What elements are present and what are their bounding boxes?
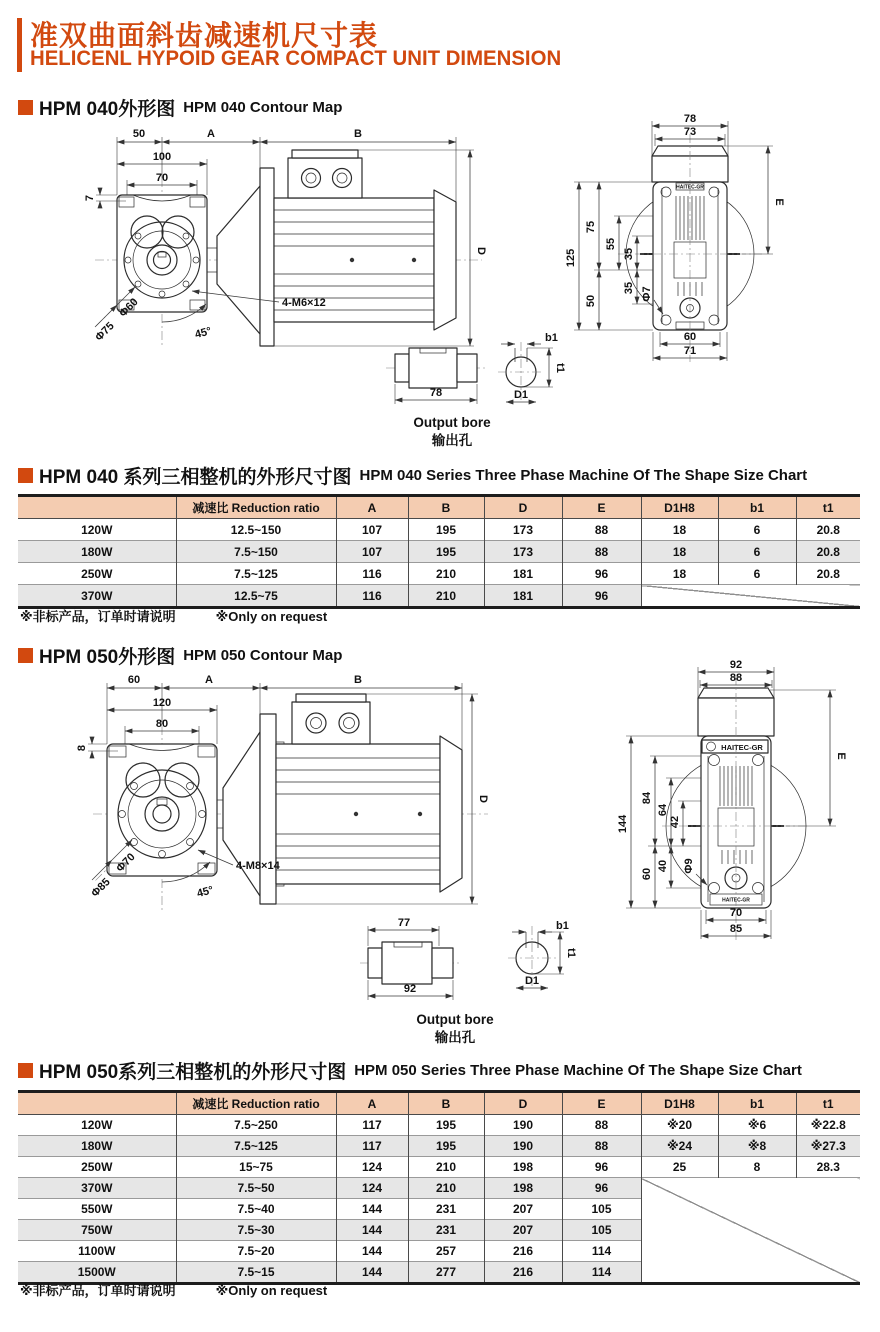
dim-label: 84: [641, 791, 653, 805]
dim-label: Φ9: [683, 858, 695, 874]
dim-label: 85: [729, 923, 743, 935]
table-cell: 195: [408, 1115, 484, 1136]
table-cell: 173: [484, 541, 562, 563]
table-cell: 7.5~125: [176, 563, 336, 585]
page-title-en: HELICENL HYPOID GEAR COMPACT UNIT DIMENSION: [30, 47, 562, 70]
table-cell: 7.5~15: [176, 1262, 336, 1284]
dim-label: 88: [729, 672, 743, 684]
dim-label: A: [205, 674, 213, 686]
table-cell: 124: [336, 1178, 408, 1199]
dim-label: 92: [729, 659, 743, 671]
dim-label: 42: [669, 815, 681, 829]
table-cell: 117: [336, 1115, 408, 1136]
table-cell: 144: [336, 1262, 408, 1284]
dim-label: D: [477, 795, 489, 803]
dim-label: D: [475, 247, 487, 255]
table-cell: 210: [408, 1157, 484, 1178]
table-cell: 173: [484, 519, 562, 541]
dim-label: b1: [545, 332, 558, 344]
hpm050-side-view: [217, 694, 462, 904]
table-cell: 25: [641, 1157, 718, 1178]
table-cell: 7.5~20: [176, 1241, 336, 1262]
dimension-table: [18, 494, 860, 609]
table-cell: 18: [641, 541, 718, 563]
hpm040-output-bore: [386, 332, 566, 448]
table-cell: 250W: [18, 563, 176, 585]
hpm040-rear-view: [618, 134, 762, 362]
column-header: 减速比 Reduction ratio: [176, 1092, 336, 1115]
table-cell: 116: [336, 563, 408, 585]
bolt-callout: 4-M6×12: [282, 297, 326, 309]
hpm050-rear-view: [662, 676, 810, 942]
dim-label: 125: [565, 248, 577, 268]
footnote-zh: ※非标产品，订单时请说明: [20, 609, 176, 624]
table-cell: 180W: [18, 541, 176, 563]
table-cell: 114: [562, 1262, 641, 1284]
dim-label: A: [207, 128, 215, 140]
table-cell: 277: [408, 1262, 484, 1284]
table-cell: 216: [484, 1262, 562, 1284]
not-available-region: [641, 1178, 860, 1284]
table-row: [18, 1115, 860, 1136]
table-cell: ※22.8: [796, 1115, 860, 1136]
dim-label: 80: [155, 718, 169, 730]
title-accent-bar: [17, 18, 22, 72]
table-cell: ※24: [641, 1136, 718, 1157]
dimension-table: [18, 1090, 860, 1285]
dim-label: 35: [623, 247, 635, 261]
table-header-row: [18, 1092, 860, 1115]
hpm050-contour-drawing: [0, 658, 880, 1056]
table-cell: 750W: [18, 1220, 176, 1241]
dim-label: 144: [617, 814, 629, 834]
column-header: D1H8: [641, 1092, 718, 1115]
footnote: [20, 606, 327, 625]
dim-label: 92: [403, 983, 417, 995]
dim-label: Φ70: [114, 851, 138, 875]
table-cell: 28.3: [796, 1157, 860, 1178]
table-cell: ※27.3: [796, 1136, 860, 1157]
not-available-region: [641, 585, 860, 608]
table-cell: 6: [718, 563, 796, 585]
table-cell: 250W: [18, 1157, 176, 1178]
table-cell: 144: [336, 1220, 408, 1241]
dim-label: 70: [729, 907, 743, 919]
table-cell: 116: [336, 585, 408, 608]
dim-label: D1: [524, 975, 540, 987]
table-cell: 105: [562, 1199, 641, 1220]
table-cell: 12.5~75: [176, 585, 336, 608]
dim-label: 120: [152, 697, 172, 709]
brand-badge: HAITEC-GR: [676, 184, 704, 191]
dim-label: 60: [127, 674, 141, 686]
dim-label: 78: [683, 113, 697, 125]
column-header: D: [484, 1092, 562, 1115]
table-cell: 207: [484, 1220, 562, 1241]
table-row: [18, 585, 860, 608]
table-cell: 210: [408, 585, 484, 608]
column-header: A: [336, 1092, 408, 1115]
column-header: [18, 496, 176, 519]
column-header: E: [562, 1092, 641, 1115]
section-title-zh: HPM 040 系列三相整机的外形尺寸图: [39, 467, 352, 488]
table-cell: 195: [408, 541, 484, 563]
table-cell: 370W: [18, 585, 176, 608]
table-cell: 88: [562, 519, 641, 541]
table-cell: 7.5~30: [176, 1220, 336, 1241]
table-cell: 207: [484, 1199, 562, 1220]
table-row: [18, 563, 860, 585]
table-cell: 124: [336, 1157, 408, 1178]
table-cell: 107: [336, 519, 408, 541]
table-row: [18, 519, 860, 541]
column-header: b1: [718, 496, 796, 519]
dim-label: 45°: [193, 325, 213, 342]
column-header: D1H8: [641, 496, 718, 519]
section-title-en: HPM 040 Series Three Phase Machine Of The Shape Size Chart: [359, 467, 808, 484]
table-cell: 107: [336, 541, 408, 563]
dim-label: 100: [152, 151, 172, 163]
table-cell: 96: [562, 563, 641, 585]
table-cell: 120W: [18, 519, 176, 541]
dim-label: 60: [641, 867, 653, 881]
table-cell: 7.5~250: [176, 1115, 336, 1136]
footnote-en: ※Only on request: [215, 609, 328, 624]
hpm040-size-table: [18, 494, 860, 609]
output-bore-caption-zh: 输出孔: [431, 433, 473, 448]
dim-label: 71: [683, 345, 697, 357]
table-cell: 88: [562, 1115, 641, 1136]
table-cell: 210: [408, 563, 484, 585]
table-cell: 195: [408, 519, 484, 541]
dim-label: 40: [657, 859, 669, 873]
table-cell: 7.5~150: [176, 541, 336, 563]
dim-label: 55: [605, 237, 617, 251]
table-cell: 181: [484, 563, 562, 585]
table-cell: 257: [408, 1241, 484, 1262]
brand-badge: HAITEC-GR: [722, 897, 750, 904]
dim-label: 78: [429, 387, 443, 399]
table-cell: 6: [718, 541, 796, 563]
table-cell: 198: [484, 1178, 562, 1199]
table-cell: 96: [562, 1157, 641, 1178]
section-title-en: HPM 050 Contour Map: [183, 647, 343, 664]
column-header: B: [408, 496, 484, 519]
table-cell: 190: [484, 1115, 562, 1136]
dim-label: B: [354, 674, 362, 686]
dim-label: t1: [554, 363, 566, 373]
table-row: [18, 541, 860, 563]
dim-label: 50: [585, 294, 597, 308]
column-header: t1: [796, 496, 860, 519]
table-cell: 7.5~50: [176, 1178, 336, 1199]
table-cell: 550W: [18, 1199, 176, 1220]
table-cell: 88: [562, 541, 641, 563]
section-title-zh: HPM 050系列三相整机的外形尺寸图: [39, 1062, 347, 1083]
dim-label: Φ75: [93, 320, 117, 344]
table-cell: 18: [641, 519, 718, 541]
table-row: [18, 1178, 860, 1199]
section-title-en: HPM 040 Contour Map: [183, 99, 343, 116]
column-header: B: [408, 1092, 484, 1115]
dim-label: 8: [76, 744, 88, 752]
table-row: [18, 1157, 860, 1178]
dim-label: 7: [84, 194, 96, 202]
table-cell: 8: [718, 1157, 796, 1178]
section-hpm050-table: [18, 1057, 802, 1084]
table-header-row: [18, 496, 860, 519]
dim-label: D1: [513, 389, 529, 401]
table-cell: 195: [408, 1136, 484, 1157]
dim-label: Φ60: [117, 296, 141, 320]
table-cell: 231: [408, 1220, 484, 1241]
table-cell: 15~75: [176, 1157, 336, 1178]
section-title-zh: HPM 050外形图: [39, 647, 176, 668]
brand-badge: HAITEC-GR: [721, 743, 763, 752]
dim-label: 64: [657, 803, 669, 817]
dim-label: B: [354, 128, 362, 140]
footnote-zh: ※非标产品，订单时请说明: [20, 1283, 176, 1298]
table-cell: 18: [641, 563, 718, 585]
column-header: A: [336, 496, 408, 519]
hpm040-side-view: [207, 150, 456, 346]
dim-label: Φ85: [89, 876, 113, 900]
column-header: b1: [718, 1092, 796, 1115]
table-cell: 7.5~125: [176, 1136, 336, 1157]
table-cell: 105: [562, 1220, 641, 1241]
table-cell: 114: [562, 1241, 641, 1262]
table-cell: 144: [336, 1199, 408, 1220]
table-cell: 117: [336, 1136, 408, 1157]
hpm040-contour-drawing: [0, 110, 880, 458]
table-cell: 180W: [18, 1136, 176, 1157]
column-header: 减速比 Reduction ratio: [176, 496, 336, 519]
section-bullet-icon: [18, 468, 33, 483]
section-hpm040-table: [18, 462, 807, 489]
dim-label: 35: [623, 281, 635, 295]
table-row: [18, 1136, 860, 1157]
column-header: [18, 1092, 176, 1115]
bolt-callout: 4-M8×14: [236, 860, 280, 872]
dim-label: 73: [683, 126, 697, 138]
table-cell: 6: [718, 519, 796, 541]
output-bore-caption-zh: 输出孔: [434, 1030, 476, 1045]
dim-label: 77: [397, 917, 411, 929]
table-cell: 20.8: [796, 563, 860, 585]
hpm050-size-table: [18, 1090, 860, 1285]
table-cell: 231: [408, 1199, 484, 1220]
table-cell: 1500W: [18, 1262, 176, 1284]
table-cell: 216: [484, 1241, 562, 1262]
output-bore-caption-en: Output bore: [416, 1012, 494, 1027]
dim-label: 75: [585, 220, 597, 234]
table-cell: 20.8: [796, 541, 860, 563]
dim-label: 70: [155, 172, 169, 184]
table-cell: 210: [408, 1178, 484, 1199]
page-title-zh: 准双曲面斜齿减速机尺寸表: [30, 20, 379, 51]
section-title-en: HPM 050 Series Three Phase Machine Of The Shape Size Chart: [354, 1062, 802, 1079]
footnote: [20, 1280, 327, 1299]
dim-label: 45°: [195, 884, 215, 901]
section-bullet-icon: [18, 1063, 33, 1078]
table-cell: 198: [484, 1157, 562, 1178]
output-bore-caption-en: Output bore: [413, 415, 491, 430]
column-header: t1: [796, 1092, 860, 1115]
column-header: E: [562, 496, 641, 519]
dim-label: b1: [556, 920, 569, 932]
section-title-zh: HPM 040外形图: [39, 99, 176, 120]
footnote-en: ※Only on request: [215, 1283, 328, 1298]
table-cell: 96: [562, 585, 641, 608]
table-cell: 1100W: [18, 1241, 176, 1262]
table-cell: 181: [484, 585, 562, 608]
table-cell: 7.5~40: [176, 1199, 336, 1220]
dim-label: 60: [683, 331, 697, 343]
dim-label: E: [773, 198, 785, 206]
table-cell: 370W: [18, 1178, 176, 1199]
table-cell: 96: [562, 1178, 641, 1199]
table-cell: ※20: [641, 1115, 718, 1136]
dim-label: Φ7: [641, 286, 653, 302]
table-cell: 144: [336, 1241, 408, 1262]
table-cell: 12.5~150: [176, 519, 336, 541]
table-cell: 20.8: [796, 519, 860, 541]
table-cell: 88: [562, 1136, 641, 1157]
column-header: D: [484, 496, 562, 519]
table-cell: ※8: [718, 1136, 796, 1157]
dim-label: t1: [565, 948, 577, 958]
table-cell: 120W: [18, 1115, 176, 1136]
dim-label: 50: [132, 128, 146, 140]
table-cell: ※6: [718, 1115, 796, 1136]
hpm050-output-bore: [360, 917, 577, 1045]
dim-label: E: [835, 752, 847, 760]
table-cell: 190: [484, 1136, 562, 1157]
